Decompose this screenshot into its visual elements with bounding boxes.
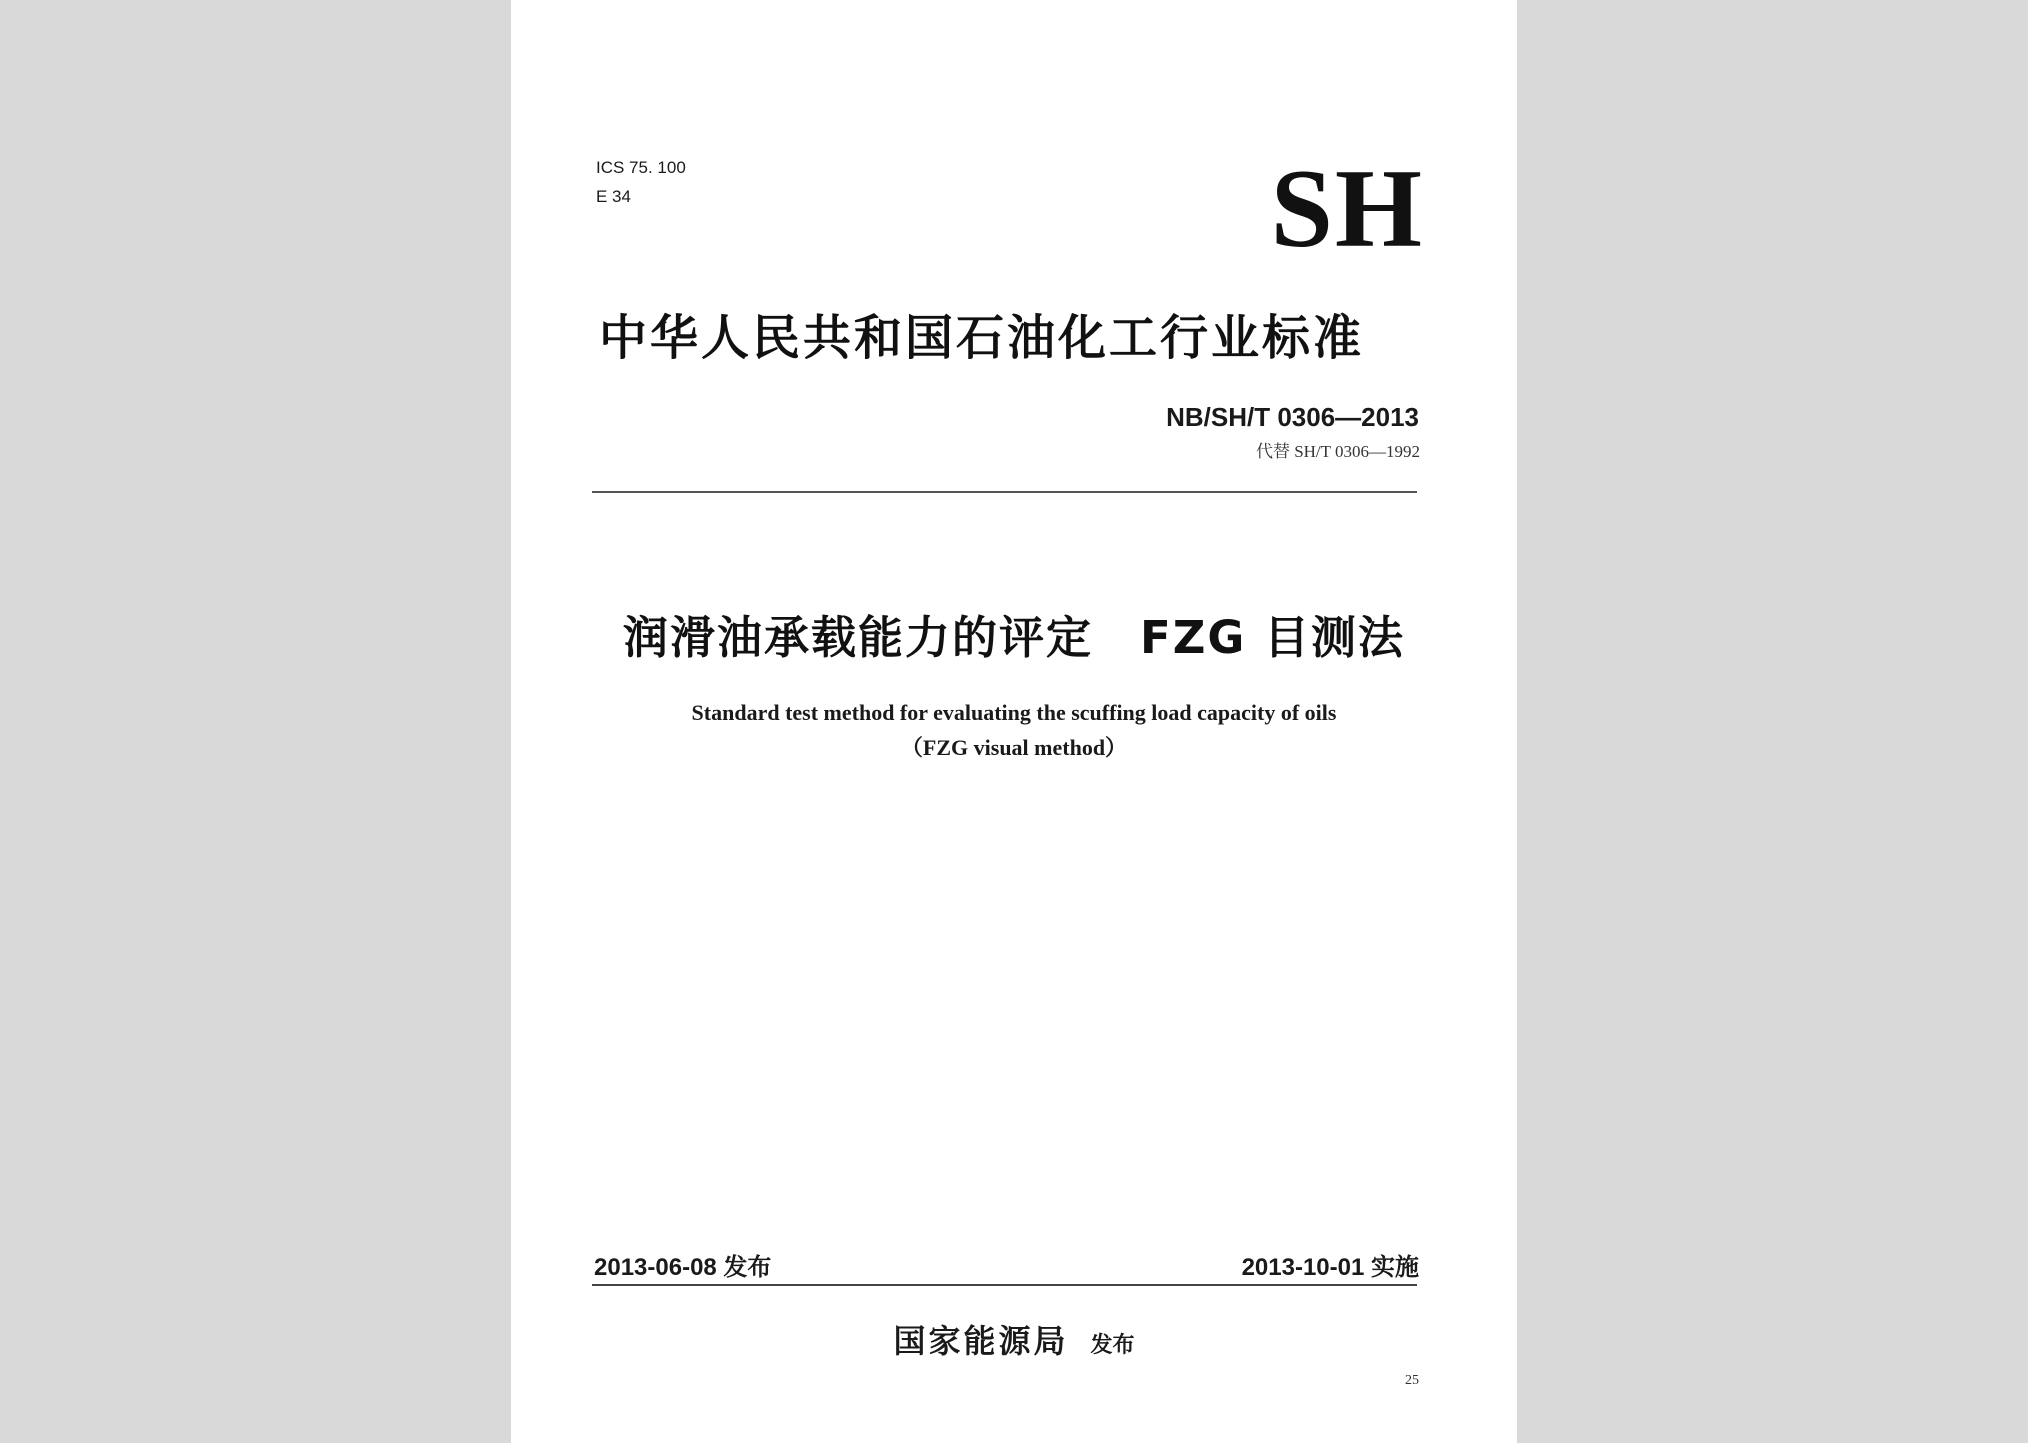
header-divider: [592, 491, 1417, 493]
issuer-line: [511, 1316, 1517, 1362]
issuer-verb: 发布: [1090, 1333, 1135, 1358]
chinese-title: 润滑油承载能力的评定 FZG 目测法: [623, 611, 1405, 664]
standard-number: NB/SH/T 0306—2013: [1166, 402, 1419, 432]
page-number: 25: [1405, 1373, 1419, 1388]
standard-title: 中华人民共和国石油化工行业标准: [599, 310, 1365, 366]
english-title: Standard test method for evaluating the scuffing load capacity of oils: [691, 700, 1337, 725]
document-page: [511, 0, 1517, 1443]
issue-date: 2013-06-08 发布: [594, 1254, 772, 1281]
english-subtitle: （FZG visual method）: [900, 735, 1128, 760]
sh-logo: SH: [1270, 147, 1424, 271]
ccs-code: E 34: [596, 187, 631, 206]
implement-date: 2013-10-01 实施: [1241, 1254, 1419, 1281]
ics-code: ICS 75. 100: [596, 158, 686, 177]
issuer-name: 国家能源局: [893, 1322, 1069, 1360]
replaces-note: 代替 SH/T 0306—1992: [1255, 442, 1420, 461]
footer-divider: [592, 1284, 1417, 1286]
